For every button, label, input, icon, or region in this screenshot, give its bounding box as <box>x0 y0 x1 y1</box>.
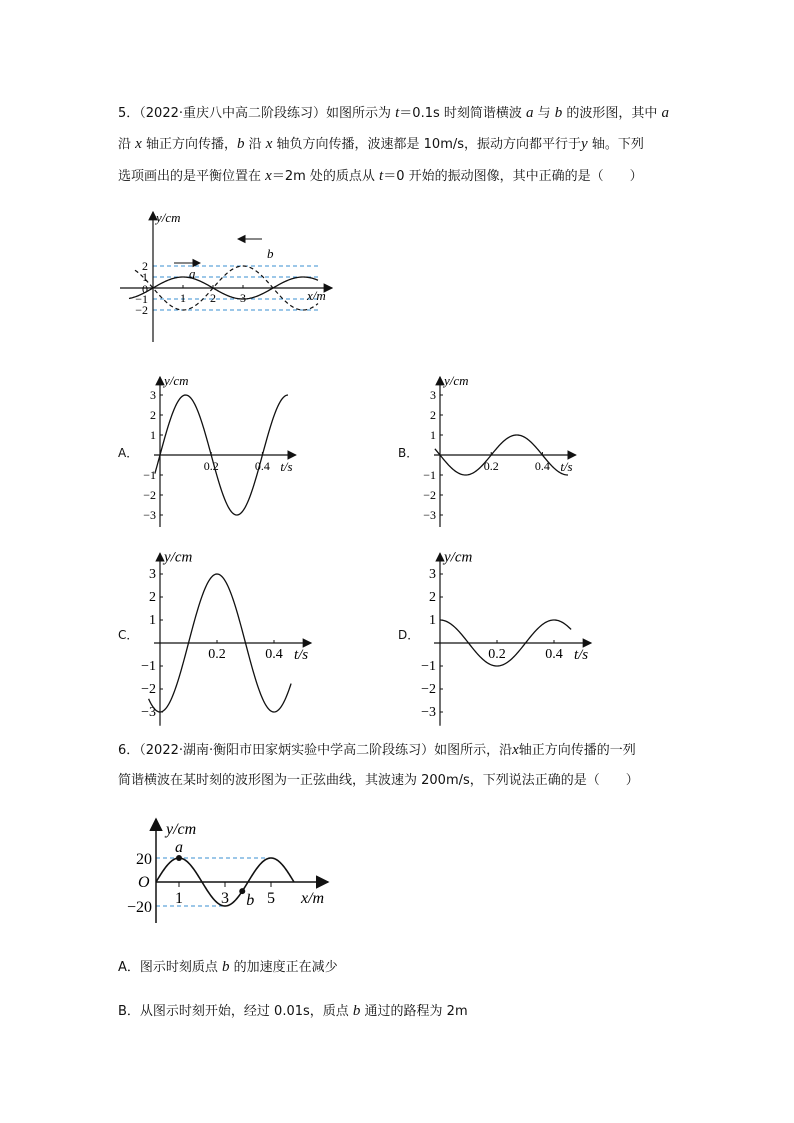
q5-text: 沿 <box>244 137 266 152</box>
q5-wave-figure <box>110 208 350 348</box>
x-tick-label: 5 <box>267 890 275 907</box>
x-tick-label: 2 <box>210 291 216 305</box>
y-tick-label: 3 <box>150 388 156 402</box>
sym-b: b <box>222 959 230 975</box>
option-b-label: B． <box>398 446 419 460</box>
x-axis-label: t/s <box>293 647 309 663</box>
y-tick-label: −2 <box>421 682 436 697</box>
q6-option-a <box>118 957 338 978</box>
q6-option-text: A．图示时刻质点 <box>118 960 223 975</box>
option-d-graph <box>420 545 600 720</box>
y-tick-label: 1 <box>150 428 156 442</box>
x-tick-label: 0.2 <box>488 647 506 662</box>
y-tick-label: −1 <box>135 292 148 306</box>
point-b-dot <box>239 888 245 894</box>
q6-line-2: 简谐横波在某时刻的波形图为一正弦曲线，其波速为 200m/s，下列说法正确的是（ ） <box>118 773 639 788</box>
x-tick-label: 3 <box>240 291 246 305</box>
q6-option-text: 的加速度正在减少 <box>229 960 338 975</box>
sym-x: x <box>512 742 519 758</box>
y-axis-label: y/cm <box>164 549 193 566</box>
x-axis-label: x/m <box>301 890 325 907</box>
x-tick-label: 1 <box>175 890 183 907</box>
y-tick-label: −2 <box>141 682 156 697</box>
q6-line-1 <box>118 740 636 761</box>
q5-text: 5．（2022·重庆八中高二阶段练习）如图所示为 <box>118 106 396 121</box>
y-tick-label: −2 <box>423 488 436 502</box>
q5-line-3 <box>118 166 643 187</box>
x-tick-label: 0.2 <box>483 459 499 473</box>
y-tick-label: −1 <box>143 468 156 482</box>
origin-label: O <box>138 874 150 891</box>
y-tick-label: −2 <box>143 488 156 502</box>
q5-text: 轴。下列 <box>587 137 644 152</box>
y-axis-label: y/cm <box>444 549 473 566</box>
sym-t: t <box>395 105 400 121</box>
q6-text: 6．（2022·湖南·衡阳市田家炳实验中学高二阶段练习）如图所示，沿 <box>118 743 513 758</box>
y-tick-label: 3 <box>429 567 436 582</box>
q6-text: 轴正方向传播的一列 <box>518 743 636 758</box>
origin-label: 0 <box>142 282 148 296</box>
q6-option-text: 通过的路程为 2m <box>360 1004 468 1019</box>
q5-text: ＝0 开始的振动图像，其中正确的是（ ） <box>383 169 643 184</box>
x-tick-labels <box>175 882 275 910</box>
option-a-label: A． <box>118 446 139 460</box>
y-tick-label: −3 <box>423 508 436 522</box>
x-tick-label: 0.2 <box>203 459 219 473</box>
x-axis-label: t/s <box>560 459 573 474</box>
q6-option-b <box>118 1001 468 1022</box>
q5-text: ＝2m 处的质点从 <box>271 169 380 184</box>
sym-a: a <box>661 105 670 121</box>
sym-x: x <box>265 136 273 152</box>
q5-line-2 <box>118 134 644 155</box>
y-tick-label: −3 <box>421 705 436 720</box>
y-tick-label: 20 <box>136 851 152 868</box>
y-tick-label: 1 <box>429 613 436 628</box>
y-axis-label: y/cm <box>164 373 189 388</box>
option-c-label: C． <box>118 628 139 642</box>
wave-b-label: b <box>267 246 274 261</box>
sym-y: y <box>581 136 588 152</box>
y-axis-label: y/cm <box>444 373 469 388</box>
y-tick-label: −3 <box>143 508 156 522</box>
q5-text: 选项画出的是平衡位置在 <box>118 169 266 184</box>
x-tick-label: 0.4 <box>534 459 550 473</box>
option-b-graph <box>420 375 600 530</box>
q5-text: 沿 <box>118 137 136 152</box>
sym-x: x <box>135 136 142 152</box>
y-tick-label: −3 <box>141 705 156 720</box>
point-a-label: a <box>175 839 183 856</box>
q5-text: 与 <box>533 106 555 121</box>
y-tick-label: 1 <box>149 613 156 628</box>
x-axis-label: t/s <box>280 459 293 474</box>
x-tick-label: 0.4 <box>254 459 270 473</box>
x-tick-label: 0.2 <box>208 647 226 662</box>
sym-b: b <box>236 136 245 152</box>
q6-option-text: B．从图示时刻开始，经过 0.01s，质点 <box>118 1004 353 1019</box>
y-axis-label: y/cm <box>166 821 197 838</box>
y-tick-label: 3 <box>149 567 156 582</box>
q5-text: 轴正方向传播， <box>141 137 237 152</box>
sym-b: b <box>352 1003 361 1019</box>
y-tick-label: 2 <box>430 408 436 422</box>
y-tick-label: 3 <box>430 388 436 402</box>
option-c-graph <box>140 545 320 720</box>
y-tick-label: 1 <box>142 270 148 284</box>
y-tick-label: −1 <box>141 659 156 674</box>
x-axis-label: t/s <box>573 647 589 663</box>
x-tick-label: 3 <box>221 890 229 907</box>
q5-line-1 <box>118 103 669 124</box>
x-tick-label: 1 <box>180 291 186 305</box>
y-axis-label: y/cm <box>156 210 181 225</box>
sym-b: b <box>554 105 563 121</box>
q6-wave-figure <box>118 815 343 925</box>
sym-a: a <box>526 105 534 121</box>
y-tick-label: 2 <box>142 259 148 273</box>
sym-t: t <box>379 168 384 184</box>
y-tick-label: −1 <box>423 468 436 482</box>
q5-text: ＝0.1s 时刻简谐横波 <box>399 106 527 121</box>
y-tick-label: 1 <box>430 428 436 442</box>
y-tick-label: −1 <box>421 659 436 674</box>
y-tick-label: 2 <box>429 590 436 605</box>
q5-text: 轴负方向传播，波速都是 10m/s，振动方向都平行于 <box>272 137 582 152</box>
x-tick-label: 0.4 <box>545 647 563 662</box>
q5-text: 的波形图，其中 <box>562 106 662 121</box>
wave-a-label: a <box>189 266 196 281</box>
point-b-label: b <box>246 892 255 910</box>
x-tick-label: 0.4 <box>265 647 283 662</box>
sym-x: x <box>265 168 272 184</box>
y-tick-label: −20 <box>126 899 152 916</box>
y-tick-label: −2 <box>135 303 148 317</box>
option-d-label: D． <box>398 628 420 642</box>
x-axis-label: x/m <box>307 288 326 303</box>
option-a-graph <box>140 375 320 530</box>
y-tick-label: 2 <box>149 590 156 605</box>
y-tick-label: 2 <box>150 408 156 422</box>
